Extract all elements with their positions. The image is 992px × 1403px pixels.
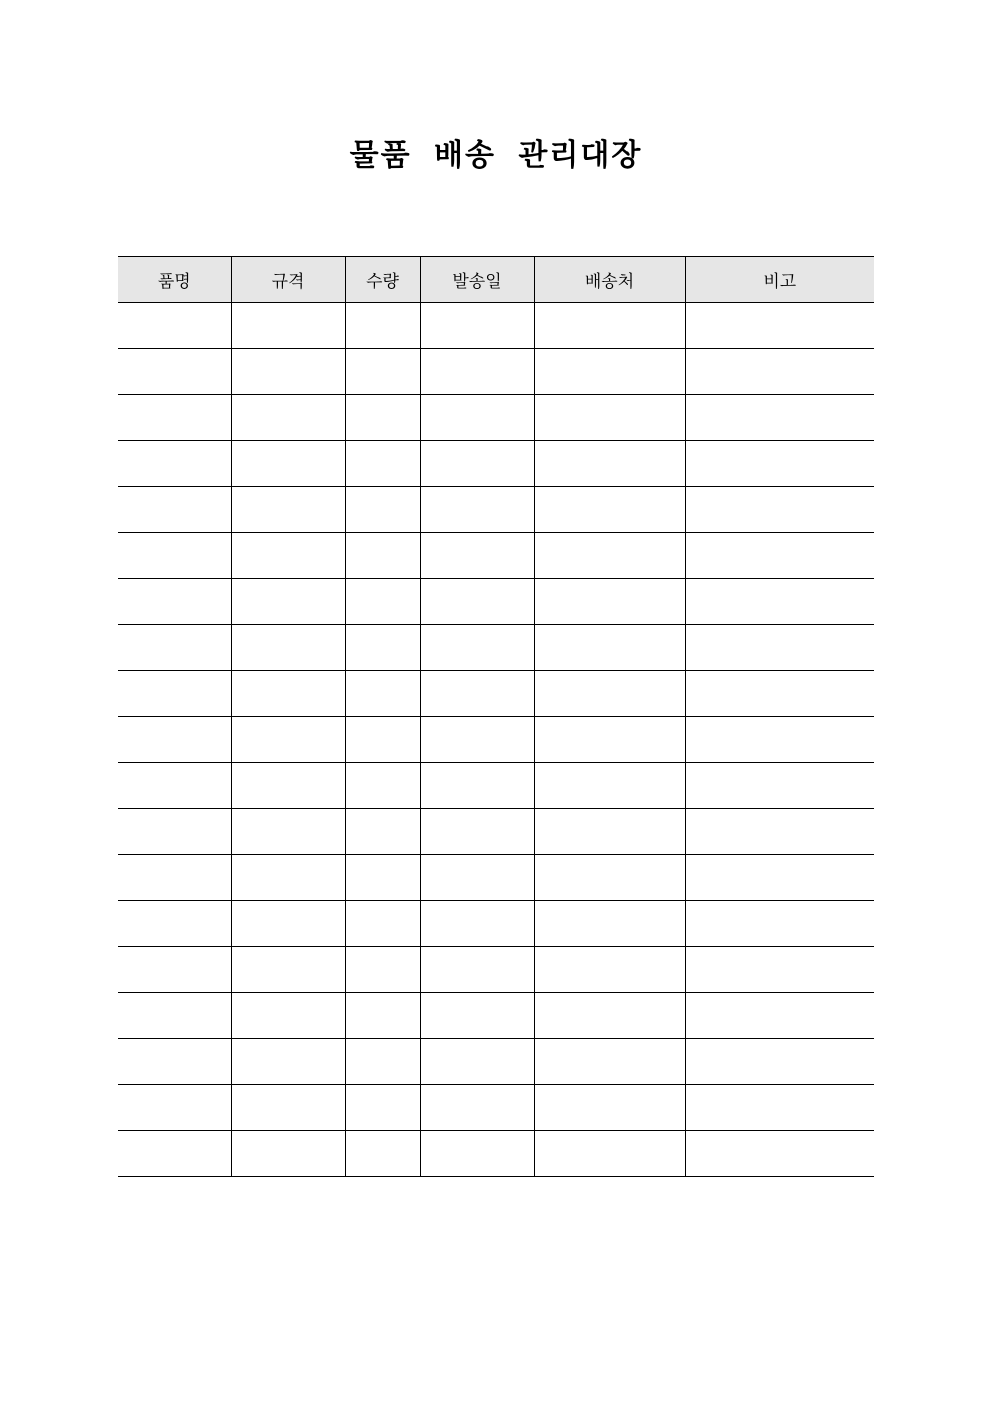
table-cell[interactable] [118,1131,231,1177]
table-cell[interactable] [118,349,231,395]
table-cell[interactable] [231,763,345,809]
table-row [118,901,874,947]
table-row [118,763,874,809]
header-quantity: 수량 [345,257,420,303]
table-cell[interactable] [118,1039,231,1085]
table-cell[interactable] [685,487,874,533]
table-cell[interactable] [231,947,345,993]
table-cell[interactable] [685,717,874,763]
table-cell[interactable] [420,809,534,855]
table-row [118,1085,874,1131]
table-cell[interactable] [231,303,345,349]
table-cell[interactable] [345,901,420,947]
table-cell[interactable] [345,487,420,533]
table-cell[interactable] [420,901,534,947]
table-row [118,855,874,901]
header-ship-date: 발송일 [420,257,534,303]
table-cell[interactable] [685,1131,874,1177]
table-cell[interactable] [345,1131,420,1177]
table-cell[interactable] [345,855,420,901]
table-cell[interactable] [345,579,420,625]
table-cell[interactable] [534,579,685,625]
header-spec: 규격 [231,257,345,303]
table-cell[interactable] [685,993,874,1039]
table-cell[interactable] [420,349,534,395]
table-cell[interactable] [685,1085,874,1131]
table-cell[interactable] [420,625,534,671]
table-cell[interactable] [534,441,685,487]
table-cell[interactable] [685,1039,874,1085]
table-cell[interactable] [118,993,231,1039]
table-cell[interactable] [534,1039,685,1085]
table-cell[interactable] [685,947,874,993]
table-cell[interactable] [118,395,231,441]
table-cell[interactable] [345,717,420,763]
table-cell[interactable] [231,487,345,533]
table-cell[interactable] [231,349,345,395]
table-row [118,625,874,671]
table-cell[interactable] [685,901,874,947]
ledger-body [118,303,874,1177]
table-cell[interactable] [685,809,874,855]
table-cell[interactable] [118,901,231,947]
table-row [118,579,874,625]
table-cell[interactable] [231,855,345,901]
table-cell[interactable] [534,993,685,1039]
table-row [118,671,874,717]
table-cell[interactable] [118,533,231,579]
table-cell[interactable] [420,1131,534,1177]
table-cell[interactable] [231,533,345,579]
table-row [118,395,874,441]
table-cell[interactable] [420,1039,534,1085]
table-row [118,349,874,395]
table-cell[interactable] [420,763,534,809]
table-cell[interactable] [345,303,420,349]
table-cell[interactable] [420,441,534,487]
table-cell[interactable] [231,717,345,763]
table-cell[interactable] [231,395,345,441]
table-row [118,947,874,993]
table-cell[interactable] [685,349,874,395]
table-cell[interactable] [231,901,345,947]
table-cell[interactable] [231,1131,345,1177]
table-cell[interactable] [345,395,420,441]
table-cell[interactable] [685,395,874,441]
table-cell[interactable] [231,1039,345,1085]
table-cell[interactable] [534,717,685,763]
table-cell[interactable] [420,1085,534,1131]
table-cell[interactable] [118,763,231,809]
table-cell[interactable] [231,671,345,717]
table-cell[interactable] [118,487,231,533]
table-cell[interactable] [345,763,420,809]
table-cell[interactable] [345,809,420,855]
table-cell[interactable] [534,947,685,993]
table-cell[interactable] [118,671,231,717]
table-cell[interactable] [534,349,685,395]
table-cell[interactable] [420,993,534,1039]
table-row [118,487,874,533]
header-remarks: 비고 [685,257,874,303]
delivery-ledger-table [118,256,874,1177]
table-cell[interactable] [534,671,685,717]
table-cell[interactable] [345,625,420,671]
header-item-name: 품명 [118,257,231,303]
table-cell[interactable] [534,303,685,349]
table-cell[interactable] [534,809,685,855]
table-cell[interactable] [345,533,420,579]
table-cell[interactable] [685,671,874,717]
table-cell[interactable] [534,533,685,579]
table-row [118,441,874,487]
table-cell[interactable] [420,579,534,625]
table-cell[interactable] [534,855,685,901]
table-cell[interactable] [345,1039,420,1085]
table-cell[interactable] [231,625,345,671]
table-cell[interactable] [685,533,874,579]
table-cell[interactable] [534,1085,685,1131]
table-cell[interactable] [685,441,874,487]
table-cell[interactable] [118,947,231,993]
table-cell[interactable] [685,763,874,809]
table-cell[interactable] [420,487,534,533]
page-title: 물품 배송 관리대장 [349,138,643,173]
table-cell[interactable] [345,1085,420,1131]
table-cell[interactable] [534,901,685,947]
table-row [118,1131,874,1177]
table-cell[interactable] [685,855,874,901]
table-row [118,993,874,1039]
table-cell[interactable] [118,441,231,487]
table-cell[interactable] [231,441,345,487]
table-cell[interactable] [420,671,534,717]
table-cell[interactable] [118,303,231,349]
table-cell[interactable] [345,349,420,395]
table-cell[interactable] [420,533,534,579]
table-cell[interactable] [118,855,231,901]
table-cell[interactable] [685,579,874,625]
table-cell[interactable] [534,625,685,671]
table-cell[interactable] [345,947,420,993]
table-cell[interactable] [685,625,874,671]
table-cell[interactable] [420,717,534,763]
table-cell[interactable] [231,1085,345,1131]
table-cell[interactable] [420,947,534,993]
table-row [118,809,874,855]
table-row [118,533,874,579]
header-destination: 배송처 [534,257,685,303]
table-cell[interactable] [420,855,534,901]
table-cell[interactable] [118,579,231,625]
table-cell[interactable] [420,303,534,349]
table-row [118,1039,874,1085]
table-cell[interactable] [231,579,345,625]
table-cell[interactable] [118,625,231,671]
table-cell[interactable] [534,487,685,533]
header-row [118,257,874,303]
table-cell[interactable] [345,671,420,717]
table-cell[interactable] [118,809,231,855]
table-cell[interactable] [231,809,345,855]
table-cell[interactable] [345,441,420,487]
table-cell[interactable] [534,395,685,441]
table-row [118,303,874,349]
table-cell[interactable] [345,993,420,1039]
table-cell[interactable] [420,395,534,441]
table-cell[interactable] [534,1131,685,1177]
table-cell[interactable] [118,1085,231,1131]
table-row [118,717,874,763]
table-cell[interactable] [685,303,874,349]
table-cell[interactable] [534,763,685,809]
table-cell[interactable] [118,717,231,763]
table-cell[interactable] [231,993,345,1039]
